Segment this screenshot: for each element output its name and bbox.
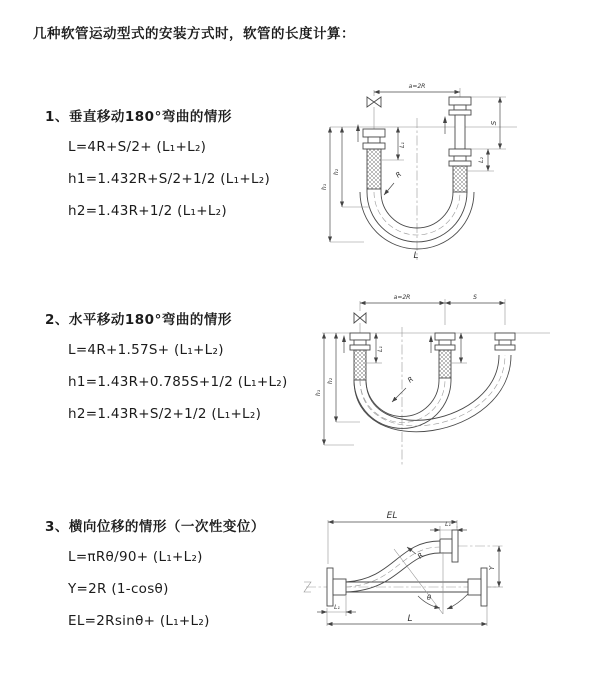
right-pipe-fitting	[449, 97, 471, 192]
dim-label-length: L	[407, 614, 413, 624]
technical-drawing-3	[300, 502, 600, 652]
dim-label-s: S	[490, 120, 498, 126]
hose-s-curve	[346, 541, 440, 592]
formula-h2: h2=1.43R+S/2+1/2 (L₁+L₂)	[68, 406, 262, 422]
section-2-heading: 2、水平移动180°弯曲的情形	[45, 312, 232, 328]
valve-icon	[367, 97, 381, 129]
dim-label-radius: R	[394, 170, 404, 180]
middle-pipe-fitting	[435, 333, 455, 378]
technical-drawing-2	[310, 285, 600, 470]
dim-label-a2r: a=2R	[408, 83, 426, 90]
dim-label-a2r: a=2R	[393, 294, 411, 301]
section-vertical-180	[45, 105, 320, 235]
left-pipe-fitting	[350, 333, 370, 380]
diagram-lateral-displacement	[300, 502, 600, 652]
diagram-vertical-180	[312, 72, 600, 267]
section-1-heading: 1、垂直移动180°弯曲的情形	[45, 109, 232, 125]
u-bend-hose-position-1	[354, 378, 451, 428]
dim-label-length: L	[413, 251, 419, 261]
formula-el: EL=2Rsinθ+ (L₁+L₂)	[68, 613, 210, 629]
dim-label-radius: R	[406, 375, 416, 385]
right-pipe-fitting	[495, 333, 515, 350]
valve-icon	[354, 313, 366, 333]
dim-label-el: EL	[386, 511, 398, 521]
dim-label-l2: L₂	[478, 157, 485, 163]
dim-label-l1: L₁	[399, 142, 406, 148]
up-arrow-icon	[356, 124, 360, 142]
section-3-heading: 3、横向位移的情形（一次性变位）	[45, 519, 265, 535]
dim-label-s: S	[473, 294, 477, 301]
top-right-flange	[440, 530, 458, 562]
dim-label-h2: h₂	[333, 168, 340, 176]
dim-label-h2: h₂	[327, 377, 334, 385]
left-flange	[327, 568, 346, 606]
diagram-horizontal-180	[310, 285, 600, 470]
formula-y: Y=2R (1-cosθ)	[68, 581, 169, 597]
technical-drawing-1	[312, 72, 600, 267]
radius-arrow	[392, 388, 406, 402]
formula-l: L=4R+1.57S+ (L₁+L₂)	[68, 342, 224, 358]
page-title: 几种软管运动型式的安装方式时，软管的长度计算：	[33, 26, 355, 42]
dim-label-h1: h₁	[321, 183, 328, 191]
up-arrow-icon	[443, 116, 447, 134]
dim-label-h1: h₁	[315, 389, 322, 397]
formula-h1: h1=1.43R+0.785S+1/2 (L₁+L₂)	[68, 374, 288, 390]
radius-arrow	[384, 183, 394, 195]
right-flange	[468, 568, 487, 606]
dim-label-l1: L₁	[377, 346, 384, 352]
dim-label-angle: θ	[426, 594, 432, 602]
formula-h1: h1=1.432R+S/2+1/2 (L₁+L₂)	[68, 171, 271, 187]
formula-h2: h2=1.43R+1/2 (L₁+L₂)	[68, 203, 227, 219]
formula-l: L=πRθ/90+ (L₁+L₂)	[68, 549, 203, 565]
dim-label-radius: R	[416, 551, 426, 561]
section-horizontal-180	[45, 308, 320, 438]
dim-label-l1-bottom: L₁	[334, 604, 340, 611]
left-pipe-fitting	[363, 129, 385, 189]
dim-label-l1-top: L₁	[445, 521, 451, 528]
formula-l: L=4R+S/2+ (L₁+L₂)	[68, 139, 207, 155]
section-lateral-displacement	[45, 515, 320, 645]
dim-label-y: Y	[488, 565, 496, 571]
u-bend-hose-position-2	[354, 355, 511, 432]
